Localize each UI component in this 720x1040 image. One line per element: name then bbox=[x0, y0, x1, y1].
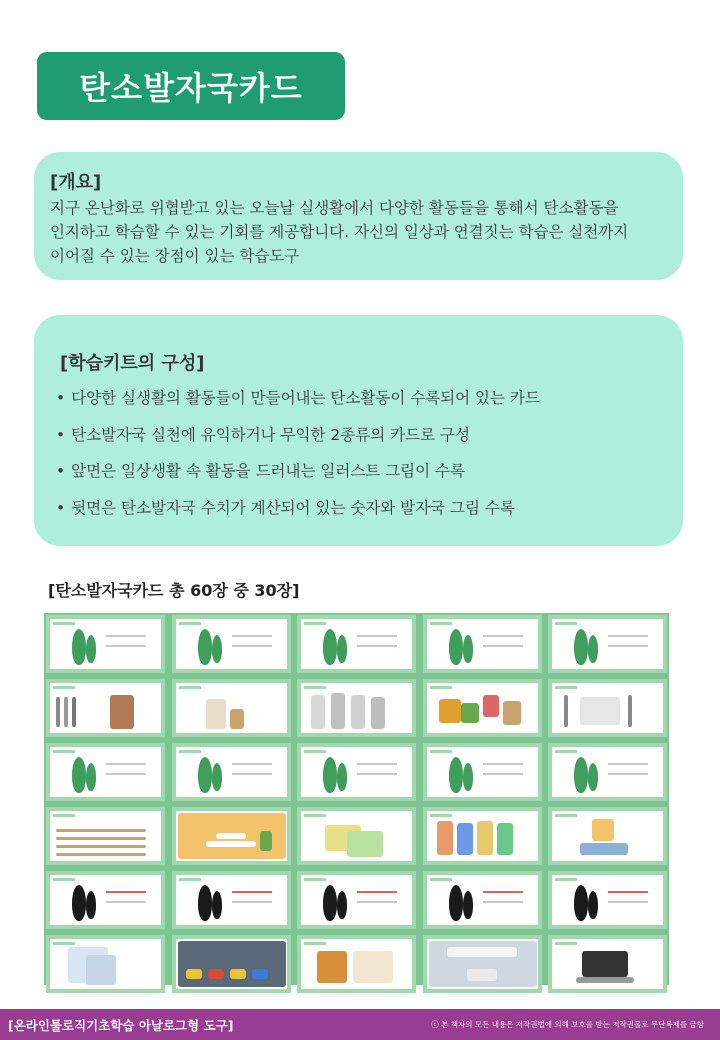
notebook-icon bbox=[301, 939, 412, 989]
card-text-line bbox=[357, 763, 397, 765]
card-front bbox=[172, 807, 291, 865]
green-footprint-icon bbox=[176, 747, 236, 797]
card-back bbox=[172, 871, 291, 929]
card-text-line bbox=[232, 773, 272, 775]
stairs-icon bbox=[176, 811, 287, 861]
card-text-line bbox=[483, 645, 523, 647]
laptop-icon bbox=[552, 939, 663, 989]
illustration-shape bbox=[582, 951, 628, 977]
illustration-shape bbox=[186, 969, 202, 979]
plate-icon bbox=[552, 683, 663, 733]
illustration-shape bbox=[317, 951, 347, 983]
card-back bbox=[423, 615, 542, 673]
card-back bbox=[46, 871, 165, 929]
green-footprint-icon bbox=[552, 747, 612, 797]
card-text-line bbox=[483, 891, 523, 893]
illustration-shape bbox=[628, 695, 632, 727]
card-text-line bbox=[232, 635, 272, 637]
card-back bbox=[172, 743, 291, 801]
green-footprint-icon bbox=[301, 619, 361, 669]
people-icon bbox=[427, 811, 538, 861]
overview-panel bbox=[34, 152, 683, 280]
card-text-line bbox=[106, 891, 146, 893]
card-text-line bbox=[357, 645, 397, 647]
vegetables-icon bbox=[427, 683, 538, 733]
black-footprint-icon bbox=[552, 875, 612, 925]
footer-title: [온라인툴로직기초학습 아날로그형 도구] bbox=[8, 1018, 234, 1033]
green-footprint-icon bbox=[50, 747, 110, 797]
illustration-shape bbox=[371, 697, 385, 729]
illustration-shape bbox=[230, 969, 246, 979]
overview-heading: [개요] bbox=[50, 172, 102, 193]
illustration-shape bbox=[447, 947, 517, 957]
overview-line: 인지하고 학습할 수 있는 기회를 제공합니다. 자신의 일상과 연결짓는 학습은 실천까지 bbox=[50, 223, 629, 241]
green-footprint-icon bbox=[301, 747, 361, 797]
card-front bbox=[423, 807, 542, 865]
card-text-line bbox=[106, 645, 146, 647]
illustration-shape bbox=[347, 831, 383, 857]
card-front bbox=[297, 679, 416, 737]
card-text-line bbox=[106, 763, 146, 765]
card-text-line bbox=[106, 901, 146, 903]
card-text-line bbox=[483, 763, 523, 765]
illustration-shape bbox=[216, 833, 246, 839]
card-text-line bbox=[483, 901, 523, 903]
illustration-shape bbox=[331, 693, 345, 729]
card-gallery bbox=[44, 613, 669, 985]
list-item: • 다양한 실생활의 활동들이 만들어내는 탄소활동이 수록되어 있는 카드 bbox=[56, 389, 540, 407]
bullet-icon: • bbox=[56, 462, 66, 480]
cloth-icon bbox=[301, 811, 412, 861]
illustration-shape bbox=[252, 969, 268, 979]
illustration-shape bbox=[208, 969, 224, 979]
card-back bbox=[297, 615, 416, 673]
illustration-shape bbox=[110, 695, 134, 729]
illustration-shape bbox=[56, 853, 146, 856]
card-front bbox=[423, 935, 542, 993]
overview-text bbox=[50, 196, 680, 268]
illustration-shape bbox=[206, 841, 256, 847]
card-back bbox=[46, 743, 165, 801]
illustration-shape bbox=[56, 845, 146, 848]
card-back bbox=[46, 615, 165, 673]
card-front bbox=[172, 935, 291, 993]
card-text-line bbox=[106, 773, 146, 775]
card-back bbox=[548, 743, 667, 801]
illustration-shape bbox=[497, 823, 513, 855]
card-text-line bbox=[106, 635, 146, 637]
illustration-shape bbox=[72, 697, 76, 727]
green-footprint-icon bbox=[176, 619, 236, 669]
black-footprint-icon bbox=[176, 875, 236, 925]
card-text-line bbox=[608, 635, 648, 637]
card-front bbox=[46, 679, 165, 737]
black-footprint-icon bbox=[50, 875, 110, 925]
card-text-line bbox=[608, 891, 648, 893]
card-text-line bbox=[357, 901, 397, 903]
illustration-shape bbox=[461, 703, 479, 723]
card-front bbox=[297, 935, 416, 993]
card-text-line bbox=[608, 773, 648, 775]
card-text-line bbox=[357, 773, 397, 775]
card-text-line bbox=[608, 645, 648, 647]
illustration-shape bbox=[230, 709, 244, 729]
toothbrush-icon bbox=[50, 811, 161, 861]
illustration-shape bbox=[580, 697, 620, 725]
card-back bbox=[172, 615, 291, 673]
card-front bbox=[172, 679, 291, 737]
bullet-icon: • bbox=[56, 389, 66, 407]
list-item: • 탄소발자국 실천에 유익하거나 무익한 2종류의 카드로 구성 bbox=[56, 425, 470, 444]
card-back bbox=[423, 743, 542, 801]
kit-panel bbox=[34, 315, 683, 546]
card-text-line bbox=[483, 773, 523, 775]
illustration-shape bbox=[86, 955, 116, 985]
card-front bbox=[548, 679, 667, 737]
card-text-line bbox=[357, 635, 397, 637]
illustration-shape bbox=[56, 837, 146, 840]
air-conditioner-icon bbox=[427, 939, 538, 989]
gallery-heading: [탄소발자국카드 총 60장 중 30장] bbox=[48, 581, 300, 600]
page-title: 탄소발자국카드 bbox=[79, 69, 303, 107]
green-footprint-icon bbox=[552, 619, 612, 669]
illustration-shape bbox=[56, 697, 60, 727]
card-text-line bbox=[232, 891, 272, 893]
card-back bbox=[548, 615, 667, 673]
illustration-shape bbox=[439, 699, 461, 723]
illustration-shape bbox=[56, 829, 146, 832]
illustration-shape bbox=[351, 695, 365, 729]
bottles-icon bbox=[301, 683, 412, 733]
copyright-notice: ⓒ 본 책자의 모든 내용은 저작권법에 의해 보호를 받는 저작권물로 무단복제를 금함 bbox=[431, 1020, 704, 1029]
kit-list bbox=[56, 387, 540, 533]
card-front bbox=[548, 935, 667, 993]
card-front bbox=[46, 935, 165, 993]
card-front bbox=[297, 807, 416, 865]
illustration-shape bbox=[353, 951, 393, 983]
illustration-shape bbox=[260, 831, 272, 851]
card-back bbox=[423, 871, 542, 929]
card-back bbox=[297, 743, 416, 801]
illustration-shape bbox=[503, 701, 521, 725]
card-text-line bbox=[232, 901, 272, 903]
illustration-shape bbox=[206, 699, 226, 729]
illustration-shape bbox=[483, 695, 499, 717]
black-footprint-icon bbox=[427, 875, 487, 925]
black-footprint-icon bbox=[301, 875, 361, 925]
title-banner bbox=[37, 52, 345, 120]
hand-washing-icon bbox=[552, 811, 663, 861]
milk-carton-icon bbox=[176, 683, 287, 733]
card-text-line bbox=[357, 891, 397, 893]
illustration-shape bbox=[437, 821, 453, 855]
green-footprint-icon bbox=[50, 619, 110, 669]
bullet-icon: • bbox=[56, 425, 66, 444]
card-back bbox=[297, 871, 416, 929]
illustration-shape bbox=[467, 969, 497, 981]
traffic-icon bbox=[176, 939, 287, 989]
illustration-shape bbox=[592, 819, 614, 841]
card-front bbox=[548, 807, 667, 865]
green-footprint-icon bbox=[427, 747, 487, 797]
card-text-line bbox=[232, 645, 272, 647]
list-item: • 뒷면은 탄소발자국 수치가 계산되어 있는 숫자와 발자국 그림 수록 bbox=[56, 498, 515, 517]
list-item: • 앞면은 일상생활 속 활동을 드러내는 일러스트 그림이 수록 bbox=[56, 462, 465, 480]
illustration-shape bbox=[457, 823, 473, 855]
footer-bar bbox=[0, 1009, 720, 1040]
overview-line: 이어질 수 있는 장점이 있는 학습도구 bbox=[50, 247, 300, 265]
card-back bbox=[548, 871, 667, 929]
illustration-shape bbox=[178, 941, 286, 987]
card-text-line bbox=[232, 763, 272, 765]
straw-icon bbox=[50, 683, 161, 733]
receipt-icon bbox=[50, 939, 161, 989]
illustration-shape bbox=[64, 697, 68, 727]
illustration-shape bbox=[580, 843, 628, 855]
kit-heading: [학습키트의 구성] bbox=[60, 353, 205, 374]
illustration-shape bbox=[576, 977, 634, 983]
card-text-line bbox=[483, 635, 523, 637]
bullet-icon: • bbox=[56, 498, 66, 517]
green-footprint-icon bbox=[427, 619, 487, 669]
overview-line: 지구 온난화로 위협받고 있는 오늘날 실생활에서 다양한 활동들을 통해서 탄소활동을 bbox=[50, 199, 619, 217]
card-text-line bbox=[608, 763, 648, 765]
card-front bbox=[423, 679, 542, 737]
illustration-shape bbox=[477, 821, 493, 855]
card-text-line bbox=[608, 901, 648, 903]
illustration-shape bbox=[564, 695, 568, 727]
card-front bbox=[46, 807, 165, 865]
illustration-shape bbox=[311, 695, 325, 729]
